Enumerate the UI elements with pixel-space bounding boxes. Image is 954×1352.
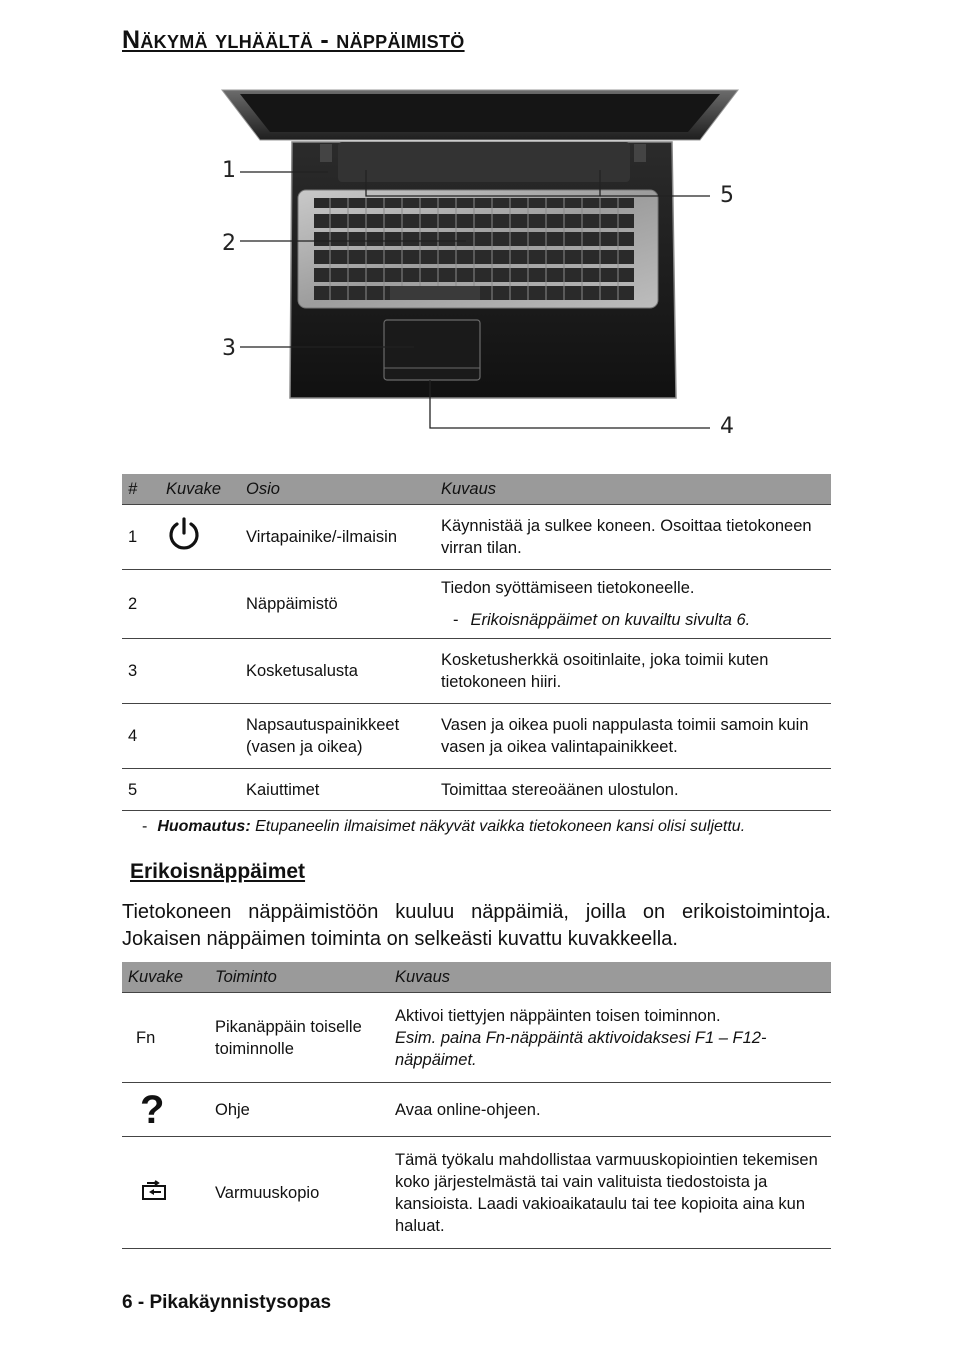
callout-4: 4: [720, 414, 734, 439]
table-row: [122, 1137, 831, 1249]
section-name: Napsautuspainikkeet (vasen ja oikea): [240, 704, 435, 769]
col-header-description: Kuvaus: [389, 962, 831, 993]
table-row: [122, 769, 831, 811]
function-name: Pikanäppäin toiselle toiminnolle: [209, 993, 389, 1083]
callout-5: 5: [720, 183, 734, 208]
laptop-illustration: [210, 80, 750, 450]
icon-cell: [160, 570, 240, 639]
table-row: [122, 1083, 831, 1137]
col-header-icon: Kuvake: [122, 962, 209, 993]
description: Avaa online-ohjeen.: [389, 1083, 831, 1137]
table-header-row: [122, 962, 831, 993]
fn-key-label: Fn: [122, 993, 209, 1083]
section-heading: Erikoisnäppäimet: [130, 860, 306, 883]
col-header-section: Osio: [240, 474, 435, 505]
callout-2: 2: [222, 231, 236, 256]
icon-cell: [160, 769, 240, 811]
backup-icon: [140, 1178, 170, 1202]
description: [435, 570, 831, 639]
row-number: 5: [122, 769, 160, 811]
description: Kosketusherkkä osoitinlaite, joka toimii kuten tietokoneen hiiri.: [435, 639, 831, 704]
section-name: Näppäimistö: [240, 570, 435, 639]
page-title: Näkymä ylhäältä - näppäimistö: [122, 26, 465, 54]
description: Vasen ja oikea puoli nappulasta toimii samoin kuin vasen ja oikea valintapainikkeet.: [435, 704, 831, 769]
sub-note-dash: -: [453, 611, 459, 629]
row-number: 4: [122, 704, 160, 769]
row-number: 3: [122, 639, 160, 704]
section-name: Kosketusalusta: [240, 639, 435, 704]
row-number: 2: [122, 570, 160, 639]
sub-note: [441, 609, 825, 631]
col-header-num: #: [122, 474, 160, 505]
icon-cell: [122, 1137, 209, 1249]
description-example: Esim. paina Fn-näppäintä aktivoidaksesi F1 – F12-näppäimet.: [395, 1028, 767, 1069]
col-header-function: Toiminto: [209, 962, 389, 993]
description: Tämä työkalu mahdollistaa varmuuskopiointien tekemisen koko järjestelmästä tai vain valituista tiedostoista ja kansioista. Laadi vakioaikataulu tai tee kopioita aina kun haluat.: [389, 1137, 831, 1249]
page-footer: 6 - Pikakäynnistysopas: [122, 1292, 332, 1313]
note-dash: -: [142, 818, 148, 835]
description-text: Aktivoi tiettyjen näppäinten toisen toiminnon.: [395, 1006, 721, 1025]
function-name: Ohje: [209, 1083, 389, 1137]
section-paragraph: Tietokoneen näppäimistöön kuuluu näppäimiä, joilla on erikoistoimintoja. Jokaisen näppäimen toiminta on selkeästi kuvattu kuvakkeella.: [122, 901, 831, 950]
help-icon: ?: [122, 1083, 209, 1137]
row-number: 1: [122, 505, 160, 570]
note: [142, 818, 745, 836]
table-row: [122, 570, 831, 639]
section-name: Virtapainike/-ilmaisin: [240, 505, 435, 570]
col-header-description: Kuvaus: [435, 474, 831, 505]
col-header-icon: Kuvake: [160, 474, 240, 505]
note-label: Huomautus:: [157, 818, 251, 835]
table-header-row: [122, 474, 831, 505]
special-keys-table: [122, 962, 831, 1249]
icon-cell: [160, 505, 240, 570]
icon-cell: [160, 639, 240, 704]
description: Käynnistää ja sulkee koneen. Osoittaa tietokoneen virran tilan.: [435, 505, 831, 570]
table-row: [122, 505, 831, 570]
laptop-top-view-figure: [210, 80, 750, 450]
description: Toimittaa stereoäänen ulostulon.: [435, 769, 831, 811]
description-text: Tiedon syöttämiseen tietokoneelle.: [441, 579, 695, 597]
power-icon: [166, 516, 202, 552]
icon-cell: [160, 704, 240, 769]
components-table: [122, 474, 831, 811]
function-name: Varmuuskopio: [209, 1137, 389, 1249]
callout-1: 1: [222, 158, 236, 183]
description: [389, 993, 831, 1083]
table-row: [122, 704, 831, 769]
callout-3: 3: [222, 336, 236, 361]
note-text: Etupaneelin ilmaisimet näkyvät vaikka tietokoneen kansi olisi suljettu.: [250, 818, 746, 835]
section-name: Kaiuttimet: [240, 769, 435, 811]
sub-note-text: Erikoisnäppäimet on kuvailtu sivulta 6.: [470, 611, 751, 629]
table-row: [122, 639, 831, 704]
table-row: [122, 993, 831, 1083]
